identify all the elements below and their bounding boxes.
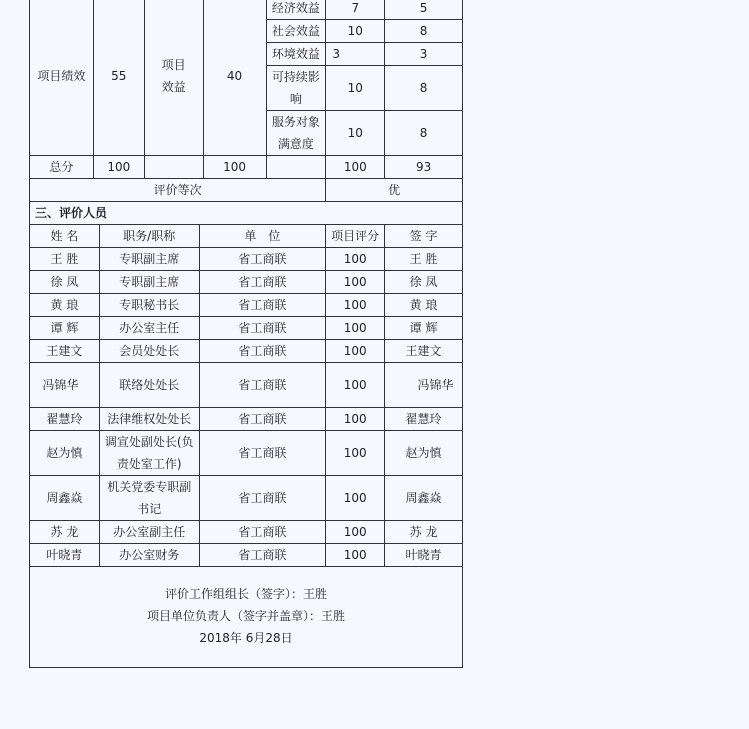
- evaluator-name: 苏 龙: [30, 521, 100, 544]
- indicator-standard: 7: [326, 0, 385, 20]
- evaluator-name: 周鑫焱: [30, 476, 100, 521]
- evaluator-title: 专职秘书长: [99, 294, 199, 317]
- indicator-standard: 10: [326, 20, 385, 43]
- table-row: [30, 431, 463, 476]
- evaluator-score: 100: [326, 248, 385, 271]
- unit-responsible-signature: 项目单位负责人（签字并盖章）：王胜: [146, 609, 345, 623]
- evaluator-name: 徐 凤: [30, 271, 100, 294]
- category-label: 项目绩效: [30, 0, 94, 156]
- evaluator-unit: 省工商联: [199, 408, 326, 431]
- indicator-standard: 10: [326, 111, 385, 156]
- evaluator-title: 联络处处长: [99, 363, 199, 408]
- sign-date: 2018年 6月28日: [199, 631, 293, 645]
- section-title: 三、评价人员: [30, 202, 463, 225]
- performance-table: [29, 0, 463, 179]
- table-row: [30, 294, 463, 317]
- evaluator-title: 会员处处长: [99, 340, 199, 363]
- indicator-name: 环境效益: [266, 43, 326, 66]
- evaluator-title: 机关党委专职副书记: [99, 476, 199, 521]
- total-label: 总分: [30, 156, 94, 179]
- evaluator-signature: 谭 辉: [385, 317, 463, 340]
- group-leader-signature: 评价工作组组长（签字）：王胜: [164, 587, 327, 601]
- evaluator-title: 专职副主席: [99, 248, 199, 271]
- category-score: 55: [93, 0, 144, 156]
- evaluator-signature: 王 胜: [385, 248, 463, 271]
- evaluator-title: 办公室副主任: [99, 521, 199, 544]
- evaluator-signature: 王建文: [385, 340, 463, 363]
- evaluator-unit: 省工商联: [199, 340, 326, 363]
- total-value: 100: [326, 156, 385, 179]
- indicator-standard: 10: [326, 66, 385, 111]
- evaluator-title: 办公室主任: [99, 317, 199, 340]
- sub-category-label: 项目效益: [144, 0, 203, 156]
- evaluator-name: 谭 辉: [30, 317, 100, 340]
- table-row: [30, 317, 463, 340]
- indicator-score: 8: [385, 66, 463, 111]
- evaluator-name: 冯锦华: [30, 363, 100, 408]
- evaluator-name: 王建文: [30, 340, 100, 363]
- column-header: 单 位: [199, 225, 326, 248]
- evaluator-score: 100: [326, 431, 385, 476]
- evaluator-name: 黄 琅: [30, 294, 100, 317]
- evaluator-unit: 省工商联: [199, 317, 326, 340]
- total-value: 100: [93, 156, 144, 179]
- evaluator-name: 赵为慎: [30, 431, 100, 476]
- evaluator-score: 100: [326, 408, 385, 431]
- evaluator-title: 办公室财务: [99, 544, 199, 567]
- evaluator-signature: 黄 琅: [385, 294, 463, 317]
- column-header: 项目评分: [326, 225, 385, 248]
- evaluator-score: 100: [326, 476, 385, 521]
- total-score: 93: [385, 156, 463, 179]
- evaluator-unit: 省工商联: [199, 271, 326, 294]
- evaluator-title: 法律维权处处长: [99, 408, 199, 431]
- indicator-name: 社会效益: [266, 20, 326, 43]
- evaluator-score: 100: [326, 271, 385, 294]
- evaluator-unit: 省工商联: [199, 248, 326, 271]
- evaluator-score: 100: [326, 294, 385, 317]
- table-row: [30, 340, 463, 363]
- evaluator-signature: 赵为慎: [385, 431, 463, 476]
- column-header: 姓 名: [30, 225, 100, 248]
- table-header-row: [30, 225, 463, 248]
- evaluator-unit: 省工商联: [199, 544, 326, 567]
- evaluator-score: 100: [326, 363, 385, 408]
- indicator-name: 服务对象满意度: [266, 111, 326, 156]
- evaluator-name: 叶晓青: [30, 544, 100, 567]
- evaluator-signature: 翟慧玲: [385, 408, 463, 431]
- evaluator-unit: 省工商联: [199, 294, 326, 317]
- table-row: [30, 363, 463, 408]
- indicator-score: 8: [385, 111, 463, 156]
- evaluator-signature: 冯锦华: [385, 363, 463, 408]
- table-row: [30, 521, 463, 544]
- indicator-standard: 3: [326, 43, 385, 66]
- evaluator-title: 调宣处副处长(负责处室工作): [99, 431, 199, 476]
- indicator-name: 经济效益: [266, 0, 326, 20]
- total-value: 100: [203, 156, 266, 179]
- indicator-name: 可持续影响: [266, 66, 326, 111]
- evaluator-unit: 省工商联: [199, 363, 326, 408]
- evaluator-unit: 省工商联: [199, 521, 326, 544]
- indicator-score: 8: [385, 20, 463, 43]
- evaluators-table: [29, 178, 463, 668]
- indicator-score: 3: [385, 43, 463, 66]
- column-header: 职务/职称: [99, 225, 199, 248]
- sub-category-score: 40: [203, 0, 266, 156]
- table-row: [30, 476, 463, 521]
- evaluator-name: 翟慧玲: [30, 408, 100, 431]
- evaluator-name: 王 胜: [30, 248, 100, 271]
- evaluator-score: 100: [326, 544, 385, 567]
- evaluator-signature: 叶晓青: [385, 544, 463, 567]
- table-row: [30, 271, 463, 294]
- evaluator-score: 100: [326, 317, 385, 340]
- evaluator-score: 100: [326, 521, 385, 544]
- evaluator-signature: 苏 龙: [385, 521, 463, 544]
- column-header: 签 字: [385, 225, 463, 248]
- grade-label: 评价等次: [30, 179, 326, 202]
- evaluator-unit: 省工商联: [199, 431, 326, 476]
- signature-footer: [30, 567, 463, 668]
- table-row: [30, 248, 463, 271]
- evaluator-signature: 徐 凤: [385, 271, 463, 294]
- table-row: [30, 408, 463, 431]
- indicator-score: 5: [385, 0, 463, 20]
- grade-value: 优: [326, 179, 463, 202]
- evaluator-score: 100: [326, 340, 385, 363]
- table-row: [30, 544, 463, 567]
- evaluator-signature: 周鑫焱: [385, 476, 463, 521]
- evaluator-unit: 省工商联: [199, 476, 326, 521]
- evaluator-title: 专职副主席: [99, 271, 199, 294]
